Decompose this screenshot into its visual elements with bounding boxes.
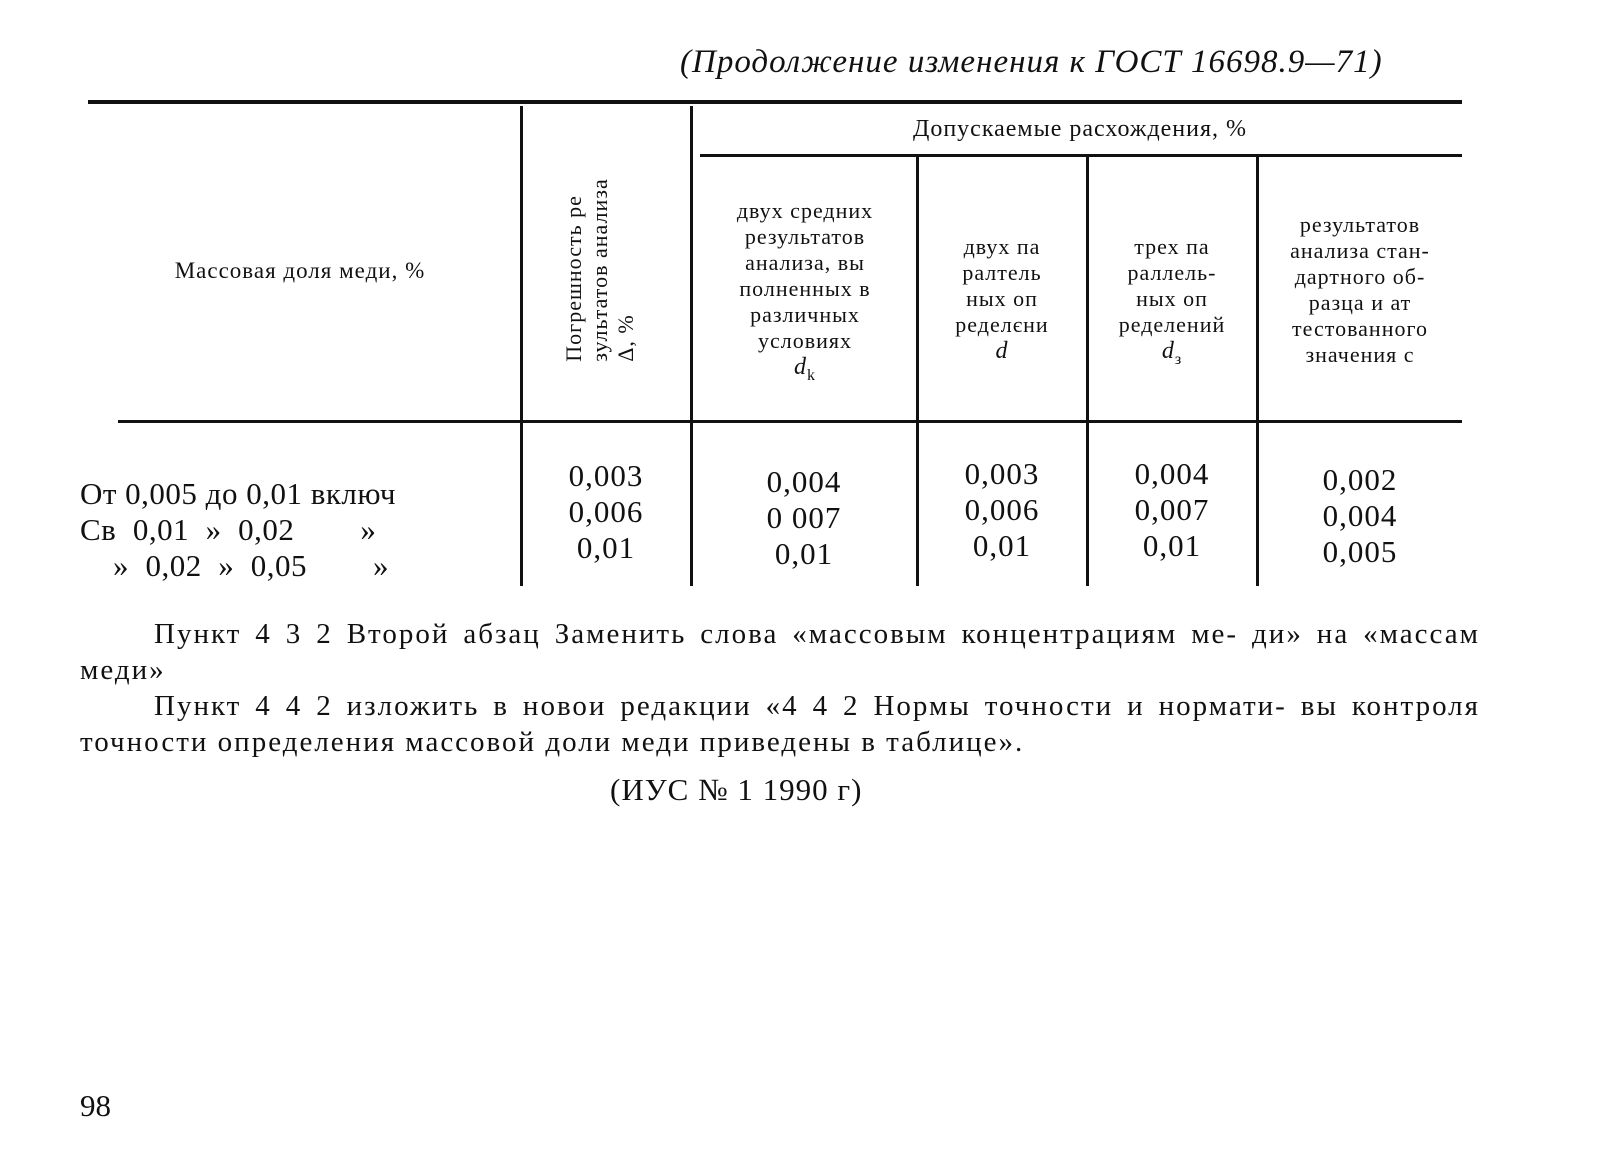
table-cell: 0,007 [1134,492,1210,527]
col-divider-3 [916,156,919,586]
row-labels [80,476,396,584]
column-header-mass-fraction: Массовая доля меди, % [174,258,426,283]
col-divider-4 [1086,156,1089,586]
table-cell: 0,006 [568,494,644,529]
column-values-error [524,458,688,566]
table-cell: 0,01 [774,536,834,571]
page-number: 98 [80,1088,111,1123]
ius-reference: (ИУС № 1 1990 г) [610,772,863,807]
table-cell: 0,006 [964,492,1040,527]
col-divider-5 [1256,156,1259,586]
row-label: » 0,02 » 0,05 » [80,548,389,583]
d-symbol: d [995,338,1009,364]
column-header-d: двух па ралтель ных оп ределєни d [920,234,1084,364]
paragraph-4-3-2: Пункт 4 3 2 Второй абзац Заменить слова «массовым концентрациям ме- ди» на «массам меди» [80,618,1480,686]
column-header-dk: двух средних результатов анализа, вы полненных в различных условиях $d_k$ [696,198,914,389]
document-header: (Продолжение изменения к ГОСТ 16698.9—71) [680,44,1383,80]
group-header-rule [700,154,1462,157]
column-header-d3: трех па раллель- ных оп ределений $d_з$ [1090,234,1254,373]
column-header-standard-sample: результатов анализа стан- дартного об- разца и ат тестованного значения с [1290,212,1430,367]
row-label: От 0,005 до 0,01 включ [80,476,396,511]
column-values-dk [694,464,914,572]
column-header-error [520,120,680,420]
error-header-line: Погрешность ре [561,195,586,362]
error-header-line: зультатов анализа [587,178,612,362]
col-divider-2 [690,106,693,586]
table-cell: 0,003 [964,456,1040,491]
d3-symbol: $d_з$ [1161,338,1183,368]
table-cell: 0,004 [766,464,842,499]
table-top-rule [88,100,1462,104]
table-cell: 0,005 [1322,534,1398,569]
table-cell: 0,002 [1322,462,1398,497]
table-cell: 0,003 [568,458,644,493]
table-cell: 0,01 [576,530,636,565]
table-cell: 0,004 [1134,456,1210,491]
dk-symbol: $d_k$ [794,354,816,384]
table-cell: 0 007 [766,500,842,535]
paragraph-4-4-2: Пункт 4 4 2 изложить в новои редакции «4 4 2 Нормы точности и нормати- вы контроля точности определения массовой доли меди приведены в таблице». [80,690,1480,758]
table-cell: 0,01 [972,528,1032,563]
group-header-allowed-discrepancies: Допускаемые расхождения, % [912,116,1248,142]
table-cell: 0,01 [1142,528,1202,563]
column-values-d [920,456,1084,564]
table-cell: 0,004 [1322,498,1398,533]
column-values-d3 [1090,456,1254,564]
column-values-standard-sample [1260,462,1460,570]
header-bottom-rule [118,420,1462,423]
row-label: Св 0,01 » 0,02 » [80,512,377,547]
error-header-line: Δ, % [613,314,638,362]
